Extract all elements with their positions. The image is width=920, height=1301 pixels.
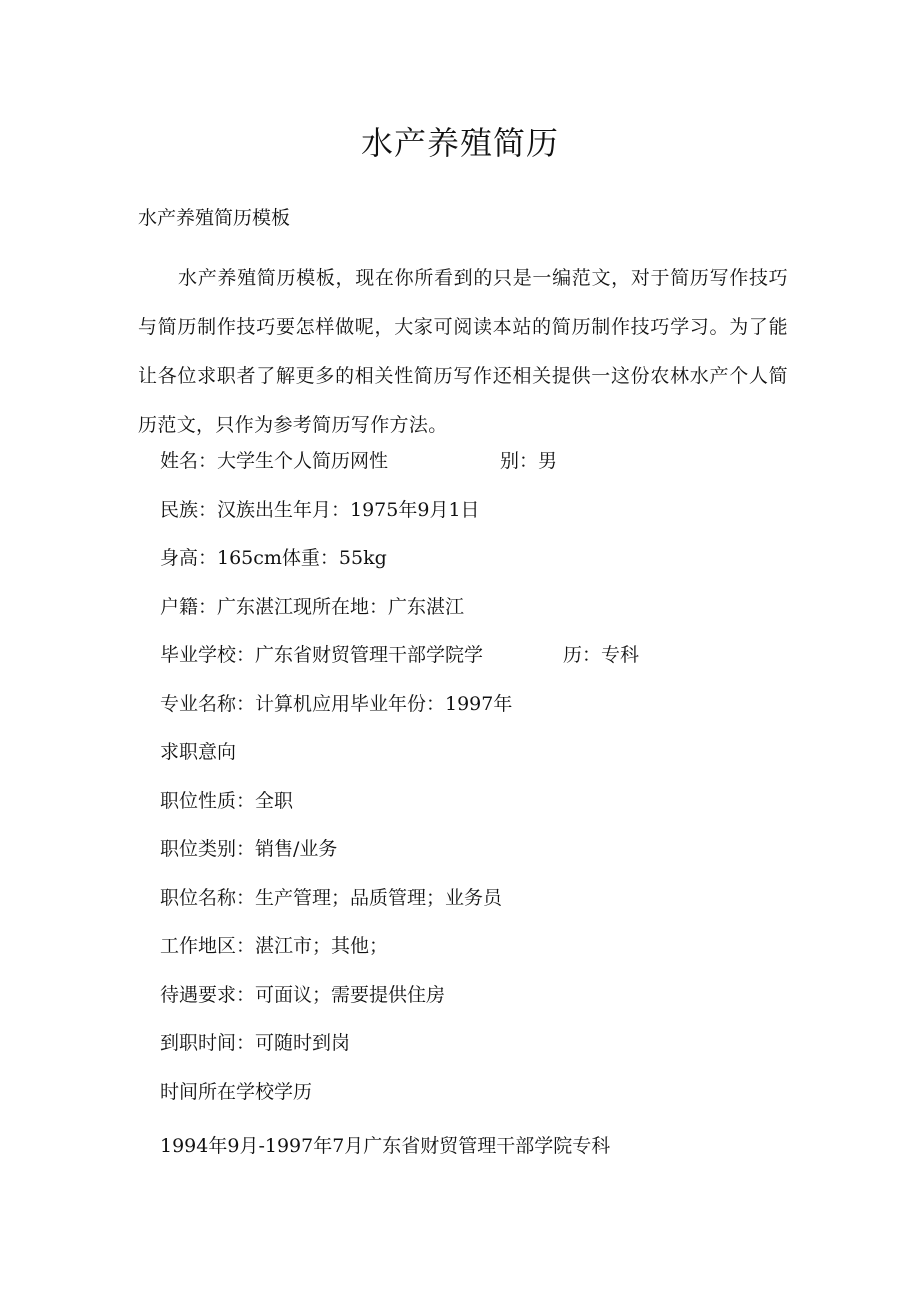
hukou-location-line: 户籍：广东湛江现所在地：广东湛江	[160, 596, 465, 618]
height-weight-line: 身高：165cm体重：55kg	[160, 547, 387, 569]
start-time-line: 到职时间：可随时到岗	[160, 1032, 351, 1054]
salary-line: 待遇要求：可面议；需要提供住房	[160, 984, 446, 1006]
education-entry: 1994年9月-1997年7月广东省财贸管理干部学院专科	[160, 1135, 611, 1157]
template-subtitle: 水产养殖简历模板	[138, 207, 291, 229]
major-year-line: 专业名称：计算机应用毕业年份：1997年	[160, 693, 513, 715]
job-category-line: 职位类别：销售/业务	[160, 838, 338, 860]
document-title: 水产养殖简历	[360, 124, 559, 162]
job-intent-heading: 求职意向	[160, 741, 237, 763]
job-nature-line: 职位性质：全职	[160, 790, 294, 812]
school-line: 毕业学校：广东省财贸管理干部学院学	[160, 644, 484, 666]
job-title-line: 职位名称：生产管理；品质管理；业务员	[160, 887, 503, 909]
work-area-line: 工作地区：湛江市；其他；	[160, 935, 389, 957]
gender-value: 别：男	[500, 450, 558, 472]
ethnicity-birth-line: 民族：汉族出生年月：1975年9月1日	[160, 499, 480, 521]
name-label-line: 姓名：大学生个人简历网性	[160, 450, 389, 472]
education-heading: 时间所在学校学历	[160, 1081, 313, 1103]
intro-paragraph: 水产养殖简历模板，现在你所看到的只是一编范文，对于简历写作技巧与简历制作技巧要怎样做呢，大家可阅读本站的简历制作技巧学习。为了能让各位求职者了解更多的相关性简历写作还相关提供一这份农林水产个人简历范文，只作为参考简历写作方法。	[138, 267, 788, 436]
degree-value: 历：专科	[563, 644, 640, 666]
